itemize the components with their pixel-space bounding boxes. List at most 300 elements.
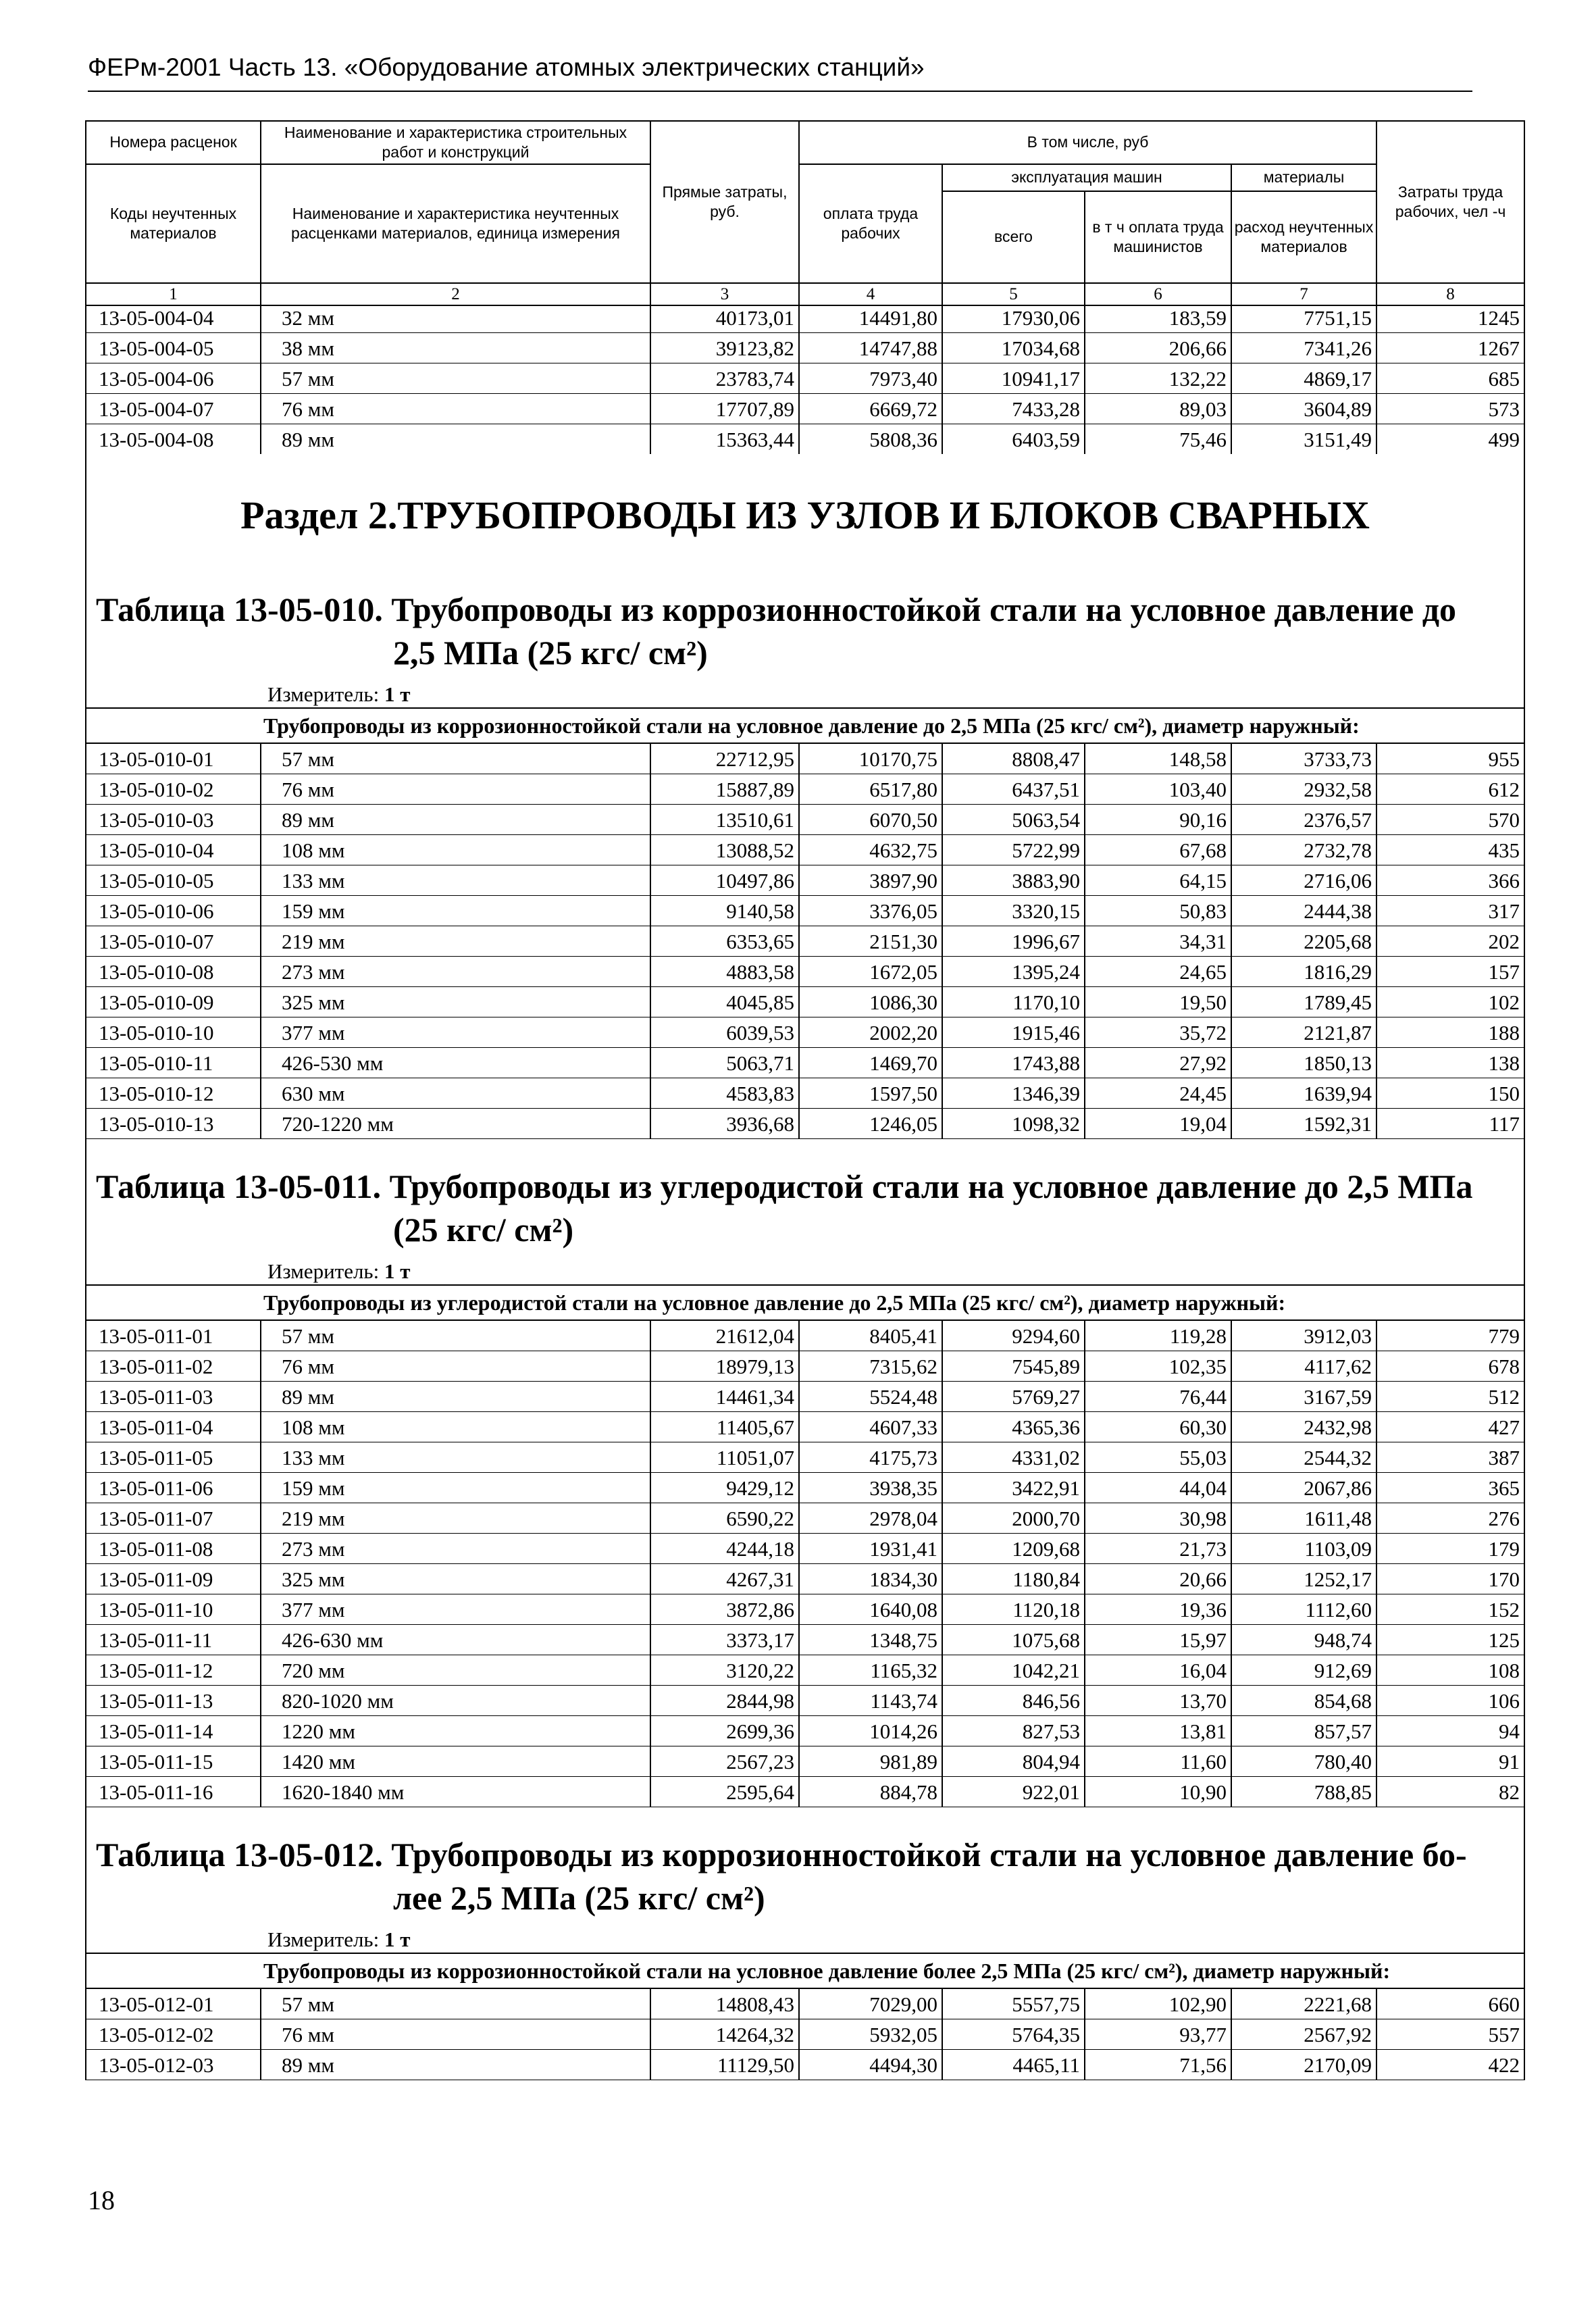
col-header-zatraty: Затраты труда рабочих, чел -ч [1376, 121, 1524, 283]
rate-code-cell: 13-05-011-11 [86, 1625, 261, 1655]
machine-total-cell: 6437,51 [942, 774, 1085, 805]
rate-code-cell: 13-05-010-04 [86, 835, 261, 865]
direct-cost-cell: 23783,74 [650, 363, 799, 394]
measure-value: 1 т [384, 1928, 411, 1951]
work-name-cell: 108 мм [261, 835, 650, 865]
rate-code-cell: 13-05-010-10 [86, 1017, 261, 1048]
labor-pay-cell: 1597,50 [799, 1078, 942, 1109]
machinist-pay-cell: 30,98 [1085, 1503, 1231, 1534]
table-row [86, 1048, 1524, 1078]
work-name-cell: 1620-1840 мм [261, 1777, 650, 1807]
machine-total-cell: 2000,70 [942, 1503, 1085, 1534]
labor-pay-cell: 5808,36 [799, 424, 942, 455]
table-title-row [86, 1139, 1524, 1286]
measure-label: Измеритель: [267, 1928, 384, 1951]
machinist-pay-cell: 102,35 [1085, 1351, 1231, 1382]
rate-code-cell: 13-05-010-01 [86, 743, 261, 774]
section-title-row-cell [86, 454, 1524, 562]
work-name-cell: 377 мм [261, 1594, 650, 1625]
column-header-table [85, 120, 1525, 306]
labor-pay-cell: 14747,88 [799, 333, 942, 363]
machinist-pay-cell: 206,66 [1085, 333, 1231, 363]
labor-hours-cell: 179 [1376, 1534, 1524, 1564]
rate-code-cell: 13-05-011-02 [86, 1351, 261, 1382]
direct-cost-cell: 39123,82 [650, 333, 799, 363]
materials-cost-cell: 3167,59 [1231, 1382, 1376, 1412]
machine-total-cell: 17034,68 [942, 333, 1085, 363]
measure-value: 1 т [384, 1259, 411, 1283]
machinist-pay-cell: 20,66 [1085, 1564, 1231, 1594]
labor-pay-cell: 4494,30 [799, 2050, 942, 2080]
rate-code-cell: 13-05-011-15 [86, 1746, 261, 1777]
machine-total-cell: 10941,17 [942, 363, 1085, 394]
work-name-cell: 1420 мм [261, 1746, 650, 1777]
machine-total-cell: 9294,60 [942, 1320, 1085, 1351]
measure-unit [91, 1929, 1520, 1953]
labor-hours-cell: 102 [1376, 987, 1524, 1017]
page-header: ФЕРм-2001 Часть 13. «Оборудование атомных электрических станций» [88, 53, 1472, 92]
col-header-eksp: эксплуатация машин [942, 164, 1231, 191]
section-title: Раздел 2.ТРУБОПРОВОДЫ ИЗ УЗЛОВ И БЛОКОВ СВАРНЫХ [240, 493, 1370, 537]
direct-cost-cell: 14461,34 [650, 1382, 799, 1412]
direct-cost-cell: 4583,83 [650, 1078, 799, 1109]
direct-cost-cell: 5063,71 [650, 1048, 799, 1078]
labor-pay-cell: 6070,50 [799, 805, 942, 835]
work-name-cell: 76 мм [261, 2019, 650, 2050]
machinist-pay-cell: 67,68 [1085, 835, 1231, 865]
machine-total-cell: 1170,10 [942, 987, 1085, 1017]
rate-code-cell: 13-05-011-14 [86, 1716, 261, 1746]
labor-pay-cell: 884,78 [799, 1777, 942, 1807]
rate-code-cell: 13-05-010-05 [86, 865, 261, 896]
machinist-pay-cell: 93,77 [1085, 2019, 1231, 2050]
labor-pay-cell: 1931,41 [799, 1534, 942, 1564]
table-row [86, 333, 1524, 363]
rate-code-cell: 13-05-011-16 [86, 1777, 261, 1807]
rate-code-cell: 13-05-004-08 [86, 424, 261, 455]
machinist-pay-cell: 148,58 [1085, 743, 1231, 774]
machine-total-cell: 1915,46 [942, 1017, 1085, 1048]
labor-hours-cell: 91 [1376, 1746, 1524, 1777]
machine-total-cell: 5557,75 [942, 1988, 1085, 2019]
table-title-row-cell [86, 1139, 1524, 1286]
direct-cost-cell: 2567,23 [650, 1746, 799, 1777]
work-name-cell: 219 мм [261, 926, 650, 957]
work-name-cell: 159 мм [261, 1473, 650, 1503]
direct-cost-cell: 6590,22 [650, 1503, 799, 1534]
work-name-cell: 89 мм [261, 2050, 650, 2080]
machinist-pay-cell: 76,44 [1085, 1382, 1231, 1412]
rate-code-cell: 13-05-010-13 [86, 1109, 261, 1139]
labor-hours-cell: 779 [1376, 1320, 1524, 1351]
machinist-pay-cell: 27,92 [1085, 1048, 1231, 1078]
labor-hours-cell: 1267 [1376, 333, 1524, 363]
machinist-pay-cell: 21,73 [1085, 1534, 1231, 1564]
table-row [86, 1412, 1524, 1442]
direct-cost-cell: 15887,89 [650, 774, 799, 805]
work-name-cell: 57 мм [261, 1988, 650, 2019]
labor-pay-cell: 1246,05 [799, 1109, 942, 1139]
labor-pay-cell: 4607,33 [799, 1412, 942, 1442]
page-number: 18 [88, 2185, 115, 2215]
labor-pay-cell: 1469,70 [799, 1048, 942, 1078]
materials-cost-cell: 1103,09 [1231, 1534, 1376, 1564]
table-row [86, 1017, 1524, 1048]
table-row [86, 926, 1524, 957]
col-num-2: 2 [261, 283, 650, 305]
machine-total-cell: 3320,15 [942, 896, 1085, 926]
table-row [86, 394, 1524, 424]
machinist-pay-cell: 55,03 [1085, 1442, 1231, 1473]
machine-total-cell: 1346,39 [942, 1078, 1085, 1109]
col-header-oplata: оплата труда рабочих [799, 164, 942, 283]
machine-total-cell: 7545,89 [942, 1351, 1085, 1382]
rate-code-cell: 13-05-011-09 [86, 1564, 261, 1594]
labor-hours-cell: 94 [1376, 1716, 1524, 1746]
col-header-kody: Коды неучтенных материалов [86, 164, 261, 283]
labor-pay-cell: 981,89 [799, 1746, 942, 1777]
work-name-cell: 108 мм [261, 1412, 650, 1442]
machinist-pay-cell: 183,59 [1085, 303, 1231, 333]
machine-total-cell: 4331,02 [942, 1442, 1085, 1473]
col-header-materialy: материалы [1231, 164, 1376, 191]
machinist-pay-cell: 19,36 [1085, 1594, 1231, 1625]
table-row [86, 1320, 1524, 1351]
work-name-cell: 133 мм [261, 1442, 650, 1473]
machinist-pay-cell: 90,16 [1085, 805, 1231, 835]
direct-cost-cell: 11405,67 [650, 1412, 799, 1442]
materials-cost-cell: 2544,32 [1231, 1442, 1376, 1473]
table-title-row-cell [86, 562, 1524, 708]
materials-cost-cell: 857,57 [1231, 1716, 1376, 1746]
labor-pay-cell: 1834,30 [799, 1564, 942, 1594]
work-name-cell: 76 мм [261, 774, 650, 805]
materials-cost-cell: 2205,68 [1231, 926, 1376, 957]
machine-total-cell: 5764,35 [942, 2019, 1085, 2050]
machine-total-cell: 4365,36 [942, 1412, 1085, 1442]
labor-hours-cell: 499 [1376, 424, 1524, 455]
materials-cost-cell: 3151,49 [1231, 424, 1376, 455]
machinist-pay-cell: 119,28 [1085, 1320, 1231, 1351]
labor-pay-cell: 1086,30 [799, 987, 942, 1017]
machine-total-cell: 5063,54 [942, 805, 1085, 835]
materials-cost-cell: 2376,57 [1231, 805, 1376, 835]
col-header-vsego: всего [942, 191, 1085, 283]
rate-code-cell: 13-05-011-08 [86, 1534, 261, 1564]
machine-total-cell: 3883,90 [942, 865, 1085, 896]
table-row [86, 1625, 1524, 1655]
work-name-cell: 273 мм [261, 1534, 650, 1564]
col-num-3: 3 [650, 283, 799, 305]
materials-cost-cell: 2432,98 [1231, 1412, 1376, 1442]
table-title-row [86, 562, 1524, 708]
labor-hours-cell: 106 [1376, 1686, 1524, 1716]
labor-pay-cell: 3376,05 [799, 896, 942, 926]
table-title-line-1: Таблица 13-05-011. Трубопроводы из углеродистой стали на условное давление до 2,5 МПа [96, 1167, 1473, 1205]
direct-cost-cell: 17707,89 [650, 394, 799, 424]
materials-cost-cell: 2932,58 [1231, 774, 1376, 805]
work-name-cell: 377 мм [261, 1017, 650, 1048]
labor-hours-cell: 366 [1376, 865, 1524, 896]
work-name-cell: 32 мм [261, 303, 650, 333]
materials-cost-cell: 1252,17 [1231, 1564, 1376, 1594]
materials-cost-cell: 4117,62 [1231, 1351, 1376, 1382]
labor-hours-cell: 660 [1376, 1988, 1524, 2019]
table-title-line-2: 2,5 МПа (25 кгс/ см²) [393, 634, 708, 672]
direct-cost-cell: 6353,65 [650, 926, 799, 957]
labor-pay-cell: 7315,62 [799, 1351, 942, 1382]
rate-code-cell: 13-05-010-06 [86, 896, 261, 926]
rates-table-body [86, 303, 1524, 2080]
direct-cost-cell: 2699,36 [650, 1716, 799, 1746]
work-name-cell: 89 мм [261, 805, 650, 835]
machine-total-cell: 1209,68 [942, 1534, 1085, 1564]
table-title-line-2: (25 кгс/ см²) [393, 1211, 574, 1249]
direct-cost-cell: 11051,07 [650, 1442, 799, 1473]
materials-cost-cell: 780,40 [1231, 1746, 1376, 1777]
labor-pay-cell: 6517,80 [799, 774, 942, 805]
labor-hours-cell: 570 [1376, 805, 1524, 835]
col-header-pryamye: Прямые затраты, руб. [650, 121, 799, 283]
direct-cost-cell: 40173,01 [650, 303, 799, 333]
table-row [86, 987, 1524, 1017]
col-num-1: 1 [86, 283, 261, 305]
machine-total-cell: 5769,27 [942, 1382, 1085, 1412]
materials-cost-cell: 1112,60 [1231, 1594, 1376, 1625]
table-row [86, 805, 1524, 835]
materials-cost-cell: 2221,68 [1231, 1988, 1376, 2019]
materials-cost-cell: 1850,13 [1231, 1048, 1376, 1078]
labor-pay-cell: 1165,32 [799, 1655, 942, 1686]
rate-code-cell: 13-05-011-04 [86, 1412, 261, 1442]
labor-pay-cell: 2002,20 [799, 1017, 942, 1048]
direct-cost-cell: 4883,58 [650, 957, 799, 987]
labor-hours-cell: 678 [1376, 1351, 1524, 1382]
materials-cost-cell: 2716,06 [1231, 865, 1376, 896]
machinist-pay-cell: 132,22 [1085, 363, 1231, 394]
rate-code-cell: 13-05-004-07 [86, 394, 261, 424]
table-row [86, 1382, 1524, 1412]
direct-cost-cell: 4244,18 [650, 1534, 799, 1564]
labor-pay-cell: 1672,05 [799, 957, 942, 987]
machine-total-cell: 7433,28 [942, 394, 1085, 424]
labor-hours-cell: 108 [1376, 1655, 1524, 1686]
machinist-pay-cell: 16,04 [1085, 1655, 1231, 1686]
work-name-cell: 426-630 мм [261, 1625, 650, 1655]
materials-cost-cell: 912,69 [1231, 1655, 1376, 1686]
work-name-cell: 219 мм [261, 1503, 650, 1534]
work-name-cell: 57 мм [261, 1320, 650, 1351]
table-row [86, 1594, 1524, 1625]
machinist-pay-cell: 35,72 [1085, 1017, 1231, 1048]
labor-hours-cell: 202 [1376, 926, 1524, 957]
table-row [86, 2050, 1524, 2080]
labor-pay-cell: 7029,00 [799, 1988, 942, 2019]
machine-total-cell: 1098,32 [942, 1109, 1085, 1139]
table-row [86, 957, 1524, 987]
work-name-cell: 630 мм [261, 1078, 650, 1109]
table-subheader: Трубопроводы из коррозионностойкой стали на условное давление до 2,5 МПа (25 кгс/ см²), диаметр наружный: [86, 708, 1524, 743]
section-title-row [86, 454, 1524, 562]
labor-hours-cell: 152 [1376, 1594, 1524, 1625]
labor-pay-cell: 3897,90 [799, 865, 942, 896]
machinist-pay-cell: 10,90 [1085, 1777, 1231, 1807]
machinist-pay-cell: 102,90 [1085, 1988, 1231, 2019]
machine-total-cell: 846,56 [942, 1686, 1085, 1716]
table-subheader-row [86, 1953, 1524, 1988]
rate-code-cell: 13-05-010-11 [86, 1048, 261, 1078]
labor-hours-cell: 955 [1376, 743, 1524, 774]
machinist-pay-cell: 89,03 [1085, 394, 1231, 424]
table-subheader: Трубопроводы из углеродистой стали на условное давление до 2,5 МПа (25 кгс/ см²), диаметр наружный: [86, 1285, 1524, 1320]
col-num-8: 8 [1376, 283, 1524, 305]
machinist-pay-cell: 11,60 [1085, 1746, 1231, 1777]
rate-code-cell: 13-05-011-12 [86, 1655, 261, 1686]
table-row [86, 1442, 1524, 1473]
direct-cost-cell: 3120,22 [650, 1655, 799, 1686]
direct-cost-cell: 4045,85 [650, 987, 799, 1017]
rate-code-cell: 13-05-011-03 [86, 1382, 261, 1412]
rate-code-cell: 13-05-004-05 [86, 333, 261, 363]
rate-code-cell: 13-05-011-13 [86, 1686, 261, 1716]
labor-hours-cell: 117 [1376, 1109, 1524, 1139]
direct-cost-cell: 9140,58 [650, 896, 799, 926]
materials-cost-cell: 7341,26 [1231, 333, 1376, 363]
rate-code-cell: 13-05-004-04 [86, 303, 261, 333]
materials-cost-cell: 1816,29 [1231, 957, 1376, 987]
rate-code-cell: 13-05-004-06 [86, 363, 261, 394]
rate-code-cell: 13-05-011-06 [86, 1473, 261, 1503]
work-name-cell: 273 мм [261, 957, 650, 987]
machine-total-cell: 804,94 [942, 1746, 1085, 1777]
materials-cost-cell: 3604,89 [1231, 394, 1376, 424]
machinist-pay-cell: 103,40 [1085, 774, 1231, 805]
materials-cost-cell: 2444,38 [1231, 896, 1376, 926]
table-row [86, 1686, 1524, 1716]
work-name-cell: 76 мм [261, 1351, 650, 1382]
labor-pay-cell: 4632,75 [799, 835, 942, 865]
col-header-rashod: расход неучтенных материалов [1231, 191, 1376, 283]
machine-total-cell: 827,53 [942, 1716, 1085, 1746]
machine-total-cell: 1075,68 [942, 1625, 1085, 1655]
direct-cost-cell: 2595,64 [650, 1777, 799, 1807]
materials-cost-cell: 2567,92 [1231, 2019, 1376, 2050]
table-row [86, 424, 1524, 455]
labor-pay-cell: 4175,73 [799, 1442, 942, 1473]
labor-hours-cell: 427 [1376, 1412, 1524, 1442]
materials-cost-cell: 2121,87 [1231, 1017, 1376, 1048]
materials-cost-cell: 948,74 [1231, 1625, 1376, 1655]
col-header-nomera: Номера расценок [86, 121, 261, 164]
machine-total-cell: 922,01 [942, 1777, 1085, 1807]
col-header-vtch: в т ч оплата труда машинистов [1085, 191, 1231, 283]
table-row [86, 1716, 1524, 1746]
direct-cost-cell: 13510,61 [650, 805, 799, 835]
rate-code-cell: 13-05-012-03 [86, 2050, 261, 2080]
table-subheader-row [86, 1285, 1524, 1320]
work-name-cell: 38 мм [261, 333, 650, 363]
work-name-cell: 325 мм [261, 987, 650, 1017]
measure-value: 1 т [384, 682, 411, 706]
rate-code-cell: 13-05-010-02 [86, 774, 261, 805]
direct-cost-cell: 3872,86 [650, 1594, 799, 1625]
table-row [86, 1746, 1524, 1777]
labor-hours-cell: 1245 [1376, 303, 1524, 333]
rate-code-cell: 13-05-011-10 [86, 1594, 261, 1625]
table-row [86, 865, 1524, 896]
materials-cost-cell: 1592,31 [1231, 1109, 1376, 1139]
table-row [86, 743, 1524, 774]
materials-cost-cell: 4869,17 [1231, 363, 1376, 394]
materials-cost-cell: 2732,78 [1231, 835, 1376, 865]
labor-hours-cell: 387 [1376, 1442, 1524, 1473]
labor-hours-cell: 365 [1376, 1473, 1524, 1503]
labor-pay-cell: 8405,41 [799, 1320, 942, 1351]
machine-total-cell: 17930,06 [942, 303, 1085, 333]
direct-cost-cell: 9429,12 [650, 1473, 799, 1503]
rate-code-cell: 13-05-010-03 [86, 805, 261, 835]
machine-total-cell: 1395,24 [942, 957, 1085, 987]
labor-hours-cell: 435 [1376, 835, 1524, 865]
table-title [91, 1139, 1520, 1261]
labor-hours-cell: 138 [1376, 1048, 1524, 1078]
machinist-pay-cell: 50,83 [1085, 896, 1231, 926]
rate-code-cell: 13-05-010-08 [86, 957, 261, 987]
materials-cost-cell: 1639,94 [1231, 1078, 1376, 1109]
labor-pay-cell: 5524,48 [799, 1382, 942, 1412]
materials-cost-cell: 788,85 [1231, 1777, 1376, 1807]
table-title-row [86, 1807, 1524, 1954]
table-row [86, 2019, 1524, 2050]
direct-cost-cell: 18979,13 [650, 1351, 799, 1382]
table-row [86, 363, 1524, 394]
col-header-naim: Наименование и характеристика строительных работ и конструкций [261, 121, 650, 164]
machine-total-cell: 4465,11 [942, 2050, 1085, 2080]
rate-code-cell: 13-05-010-09 [86, 987, 261, 1017]
labor-hours-cell: 612 [1376, 774, 1524, 805]
table-row [86, 1351, 1524, 1382]
col-header-naim2: Наименование и характеристика неучтенных расценками материалов, единица измерения [261, 164, 650, 283]
table-row [86, 303, 1524, 333]
rate-code-cell: 13-05-011-05 [86, 1442, 261, 1473]
table-subheader-row [86, 708, 1524, 743]
rates-table [85, 303, 1525, 2080]
direct-cost-cell: 10497,86 [650, 865, 799, 896]
measure-unit [91, 1261, 1520, 1284]
table-row [86, 1564, 1524, 1594]
machinist-pay-cell: 75,46 [1085, 424, 1231, 455]
work-name-cell: 720-1220 мм [261, 1109, 650, 1139]
direct-cost-cell: 3936,68 [650, 1109, 799, 1139]
table-title-line-1: Таблица 13-05-012. Трубопроводы из коррозионностойкой стали на условное давление бо- [96, 1836, 1467, 1873]
machinist-pay-cell: 15,97 [1085, 1625, 1231, 1655]
work-name-cell: 720 мм [261, 1655, 650, 1686]
rate-code-cell: 13-05-010-12 [86, 1078, 261, 1109]
labor-hours-cell: 125 [1376, 1625, 1524, 1655]
table-row [86, 835, 1524, 865]
labor-hours-cell: 573 [1376, 394, 1524, 424]
table-row [86, 1078, 1524, 1109]
machine-total-cell: 3422,91 [942, 1473, 1085, 1503]
col-header-vtom: В том числе, руб [799, 121, 1376, 164]
direct-cost-cell: 21612,04 [650, 1320, 799, 1351]
work-name-cell: 1220 мм [261, 1716, 650, 1746]
labor-pay-cell: 7973,40 [799, 363, 942, 394]
table-row [86, 1777, 1524, 1807]
rate-code-cell: 13-05-012-02 [86, 2019, 261, 2050]
machine-total-cell: 1180,84 [942, 1564, 1085, 1594]
table-subheader: Трубопроводы из коррозионностойкой стали на условное давление более 2,5 МПа (25 кгс/ см²), диаметр наружный: [86, 1953, 1524, 1988]
